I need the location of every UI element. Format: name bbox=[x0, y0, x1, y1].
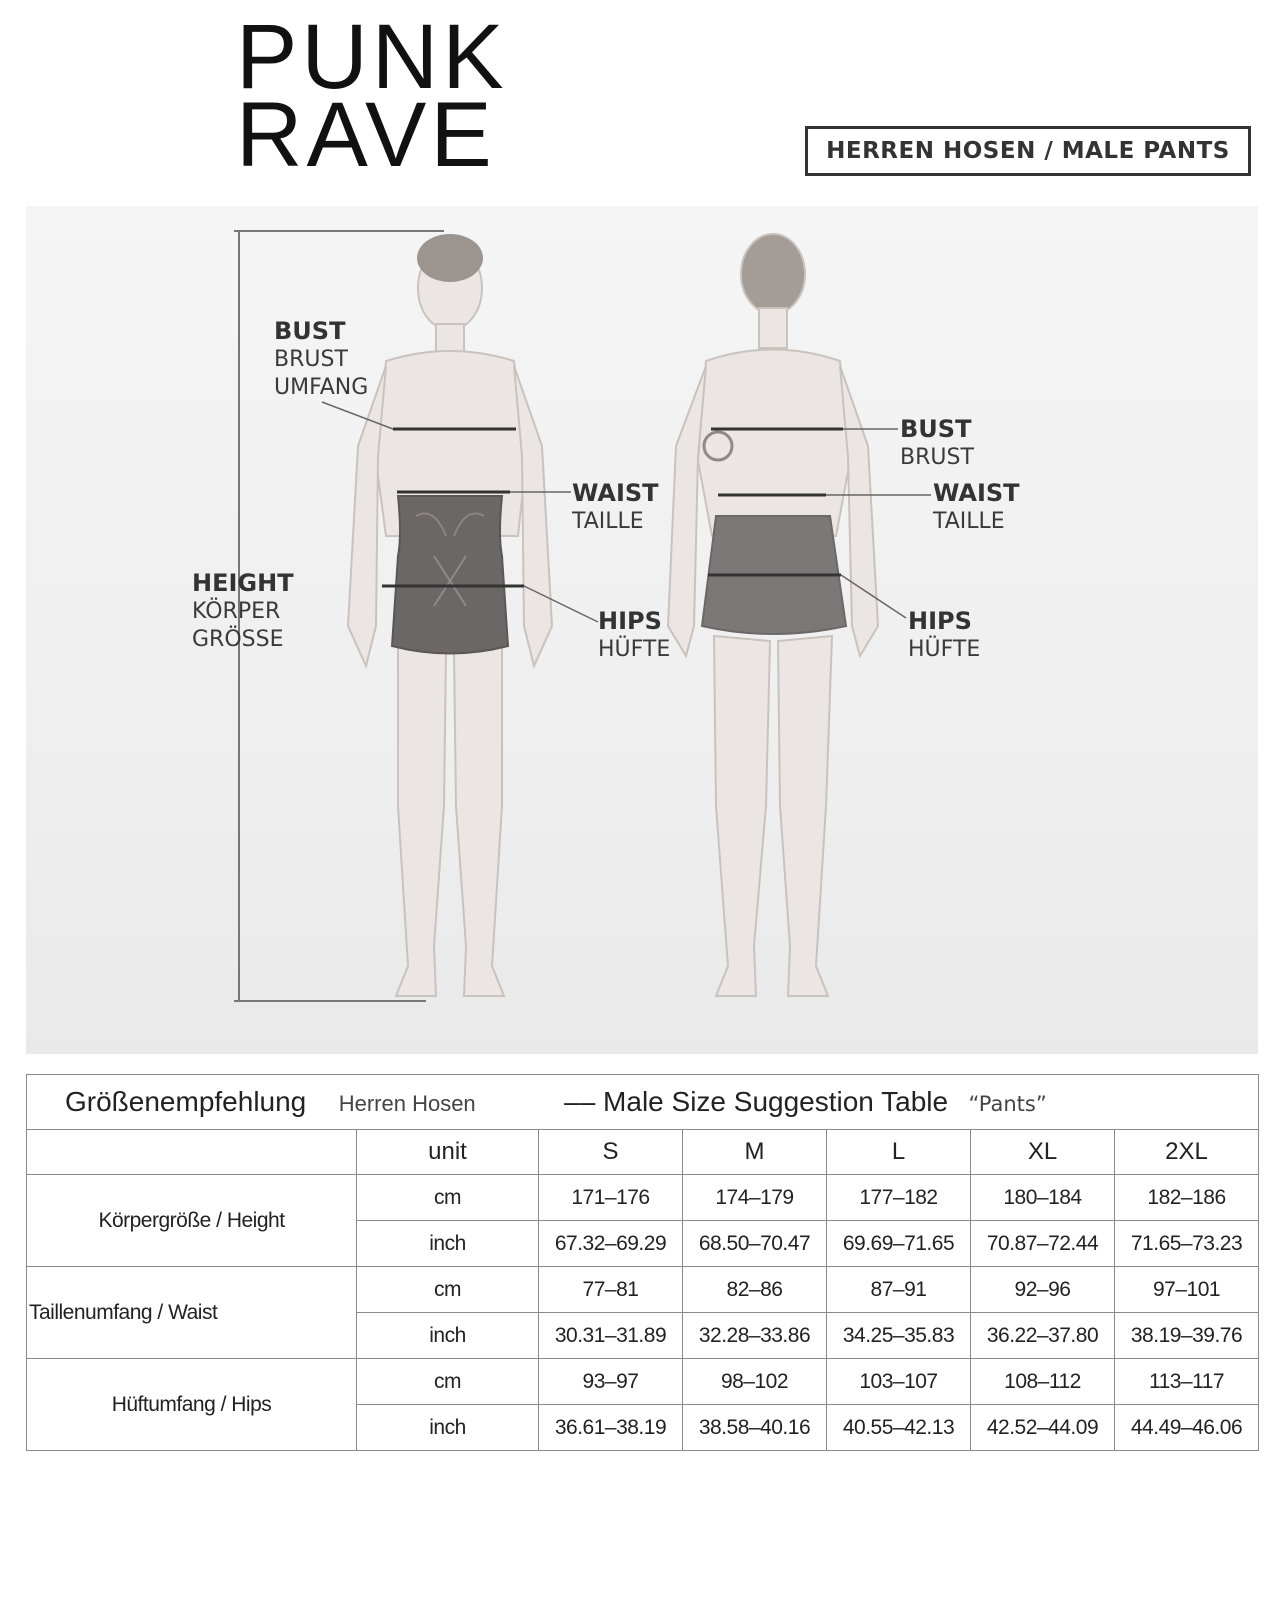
size-table bbox=[26, 1074, 1259, 1451]
table-title-en: –– Male Size Suggestion Table bbox=[564, 1086, 949, 1117]
cell-hips-inch-s: 36.61–38.19 bbox=[539, 1405, 683, 1451]
cell-height-cm-l: 177–182 bbox=[827, 1175, 971, 1221]
front-hips-label bbox=[598, 606, 670, 664]
back-bust-label bbox=[900, 414, 974, 472]
cell-waist-inch-2xl: 38.19–39.76 bbox=[1115, 1313, 1259, 1359]
cell-waist-cm-l: 87–91 bbox=[827, 1267, 971, 1313]
cell-hips-cm-s: 93–97 bbox=[539, 1359, 683, 1405]
brand-line-2: RAVE bbox=[236, 84, 496, 186]
cell-hips-inch-xl: 42.52–44.09 bbox=[971, 1405, 1115, 1451]
back-hips-en: HIPS bbox=[908, 607, 972, 635]
cell-waist-cm-m: 82–86 bbox=[683, 1267, 827, 1313]
table-row-waist-cm bbox=[27, 1267, 1259, 1313]
cell-height-inch-l: 69.69–71.65 bbox=[827, 1221, 971, 1267]
back-bust-en: BUST bbox=[900, 415, 972, 443]
measure-waist: Taillenumfang / Waist bbox=[27, 1267, 357, 1359]
cell-height-cm-2xl: 182–186 bbox=[1115, 1175, 1259, 1221]
measure-hips: Hüftumfang / Hips bbox=[27, 1359, 357, 1451]
table-title-de-sub: Herren Hosen bbox=[338, 1091, 476, 1116]
front-waist-label bbox=[572, 478, 659, 536]
unit-inch: inch bbox=[357, 1221, 539, 1267]
back-waist-de: TAILLE bbox=[933, 509, 1005, 534]
front-bust-en: BUST bbox=[274, 317, 346, 345]
header-size-m: M bbox=[683, 1130, 827, 1175]
unit-cm: cm bbox=[357, 1359, 539, 1405]
header-size-s: S bbox=[539, 1130, 683, 1175]
cell-height-cm-xl: 180–184 bbox=[971, 1175, 1115, 1221]
front-waist-de: TAILLE bbox=[572, 509, 644, 534]
height-de: KÖRPER bbox=[192, 599, 281, 624]
cell-waist-inch-m: 32.28–33.86 bbox=[683, 1313, 827, 1359]
unit-cm: cm bbox=[357, 1175, 539, 1221]
cell-hips-inch-l: 40.55–42.13 bbox=[827, 1405, 971, 1451]
table-title bbox=[27, 1075, 1259, 1130]
cell-waist-cm-xl: 92–96 bbox=[971, 1267, 1115, 1313]
cell-height-inch-xl: 70.87–72.44 bbox=[971, 1221, 1115, 1267]
header-unit: unit bbox=[357, 1130, 539, 1175]
front-bust-de-2: UMFANG bbox=[274, 374, 369, 400]
brand-logo bbox=[236, 6, 508, 186]
table-row-hips-cm bbox=[27, 1359, 1259, 1405]
front-hips-de: HÜFTE bbox=[598, 637, 671, 662]
height-de-2: GRÖSSE bbox=[192, 626, 284, 652]
front-bust-label bbox=[274, 316, 368, 401]
cell-hips-inch-m: 38.58–40.16 bbox=[683, 1405, 827, 1451]
back-waist-label bbox=[933, 478, 1020, 536]
cell-height-cm-m: 174–179 bbox=[683, 1175, 827, 1221]
front-hips-en: HIPS bbox=[598, 607, 662, 635]
cell-waist-inch-l: 34.25–35.83 bbox=[827, 1313, 971, 1359]
front-figure bbox=[348, 234, 552, 996]
table-row-height-cm bbox=[27, 1175, 1259, 1221]
front-bust-de: BRUST bbox=[274, 347, 348, 372]
header-size-xl: XL bbox=[971, 1130, 1115, 1175]
header-size-2xl: 2XL bbox=[1115, 1130, 1259, 1175]
unit-inch: inch bbox=[357, 1313, 539, 1359]
back-hips-label bbox=[908, 606, 980, 664]
measure-height: Körpergröße / Height bbox=[27, 1175, 357, 1267]
cell-height-cm-s: 171–176 bbox=[539, 1175, 683, 1221]
cell-hips-cm-2xl: 113–117 bbox=[1115, 1359, 1259, 1405]
cell-height-inch-m: 68.50–70.47 bbox=[683, 1221, 827, 1267]
brand-line-1: PUNK bbox=[236, 6, 508, 108]
cell-height-inch-s: 67.32–69.29 bbox=[539, 1221, 683, 1267]
table-title-de: Größenempfehlung bbox=[65, 1086, 307, 1117]
cell-waist-cm-s: 77–81 bbox=[539, 1267, 683, 1313]
cell-waist-inch-xl: 36.22–37.80 bbox=[971, 1313, 1115, 1359]
table-title-row bbox=[27, 1075, 1259, 1130]
table-header-row bbox=[27, 1130, 1259, 1175]
table-title-en-sub: “Pants” bbox=[968, 1092, 1047, 1116]
unit-cm: cm bbox=[357, 1267, 539, 1313]
unit-inch: inch bbox=[357, 1405, 539, 1451]
measurement-figure bbox=[26, 206, 1258, 1054]
cell-waist-cm-2xl: 97–101 bbox=[1115, 1267, 1259, 1313]
header-size-l: L bbox=[827, 1130, 971, 1175]
cell-hips-cm-xl: 108–112 bbox=[971, 1359, 1115, 1405]
cell-hips-cm-m: 98–102 bbox=[683, 1359, 827, 1405]
front-waist-en: WAIST bbox=[572, 479, 659, 507]
cell-waist-inch-s: 30.31–31.89 bbox=[539, 1313, 683, 1359]
cell-height-inch-2xl: 71.65–73.23 bbox=[1115, 1221, 1259, 1267]
cell-hips-cm-l: 103–107 bbox=[827, 1359, 971, 1405]
height-label bbox=[192, 568, 294, 653]
cell-hips-inch-2xl: 44.49–46.06 bbox=[1115, 1405, 1259, 1451]
header-blank bbox=[27, 1130, 357, 1175]
back-hips-de: HÜFTE bbox=[908, 637, 981, 662]
back-figure bbox=[668, 234, 878, 996]
height-en: HEIGHT bbox=[192, 569, 294, 597]
category-label: HERREN HOSEN / MALE PANTS bbox=[805, 126, 1251, 176]
back-bust-de: BRUST bbox=[900, 445, 974, 470]
back-waist-en: WAIST bbox=[933, 479, 1020, 507]
